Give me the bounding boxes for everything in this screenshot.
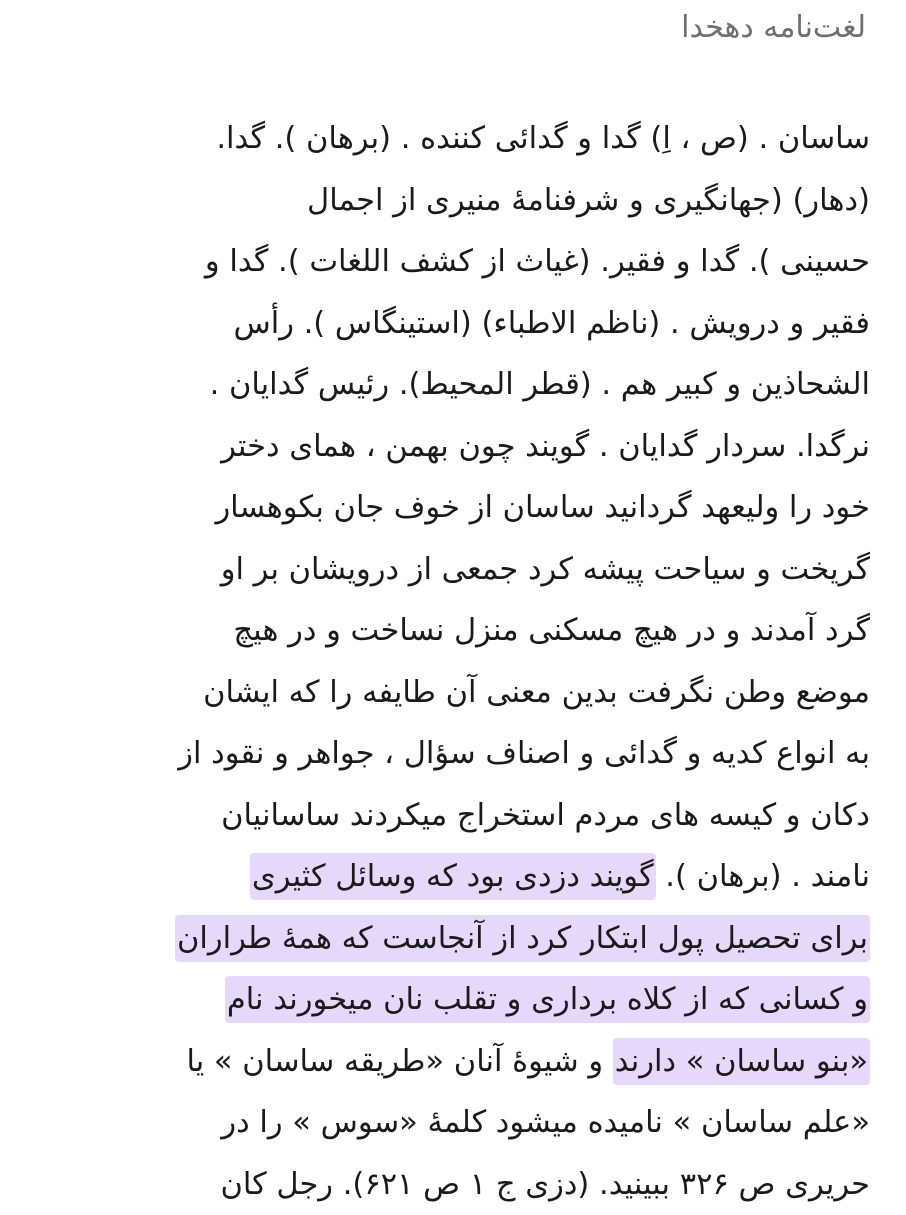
text-line [36,662,870,724]
text-line [36,477,870,539]
text-segment: موضع وطن نگرفت بدین معنی آن طایفه را که ایشان [203,675,870,710]
text-line [36,1092,870,1154]
text-line [36,1154,870,1215]
text-segment: حریری ص ۳۲۶ ببینید. (دزی ج ۱ ص ۶۲۱). رجل کان [220,1167,870,1202]
text-segment: (دهار) (جهانگیری و شرفنامهٔ منیری از اجمال [307,183,870,218]
text-segment: گریخت و سیاحت پیشه کرد جمعی از درویشان بر او [221,552,870,587]
highlighted-text: «بنو ساسان » دارند [613,1038,870,1085]
highlighted-text: برای تحصیل پول ابتکار کرد از آنجاست که همهٔ طراران [175,915,870,962]
text-segment: نرگدا. سردار گدایان . گویند چون بهمن ، همای دختر [221,429,870,464]
text-line [36,231,870,293]
text-line [36,846,870,908]
source-title: لغت‌نامه دهخدا [681,8,866,48]
text-line [36,108,870,170]
text-line [36,170,870,232]
text-line [36,354,870,416]
text-line [36,600,870,662]
text-segment: حسینی ). گدا و فقیر. (غیاث از کشف اللغات ). گدا و [205,244,870,279]
highlighted-text: و کسانی که از کلاه برداری و تقلب نان میخورند نام [225,976,870,1023]
text-segment: گرد آمدند و در هیچ مسکنی منزل نساخت و در هیچ [233,613,870,648]
highlighted-text: گویند دزدی بود که وسائل کثیری [250,853,656,900]
text-line [36,1031,870,1093]
text-segment: «علم ساسان » نامیده میشود کلمهٔ «سوس » را در [221,1105,870,1140]
text-line [36,908,870,970]
text-segment: نامند . (برهان ). [656,859,870,894]
text-line [36,539,870,601]
text-segment: خود را ولیعهد گردانید ساسان از خوف جان بکوهسار [215,490,870,525]
text-line [36,723,870,785]
text-line [36,416,870,478]
text-line [36,969,870,1031]
text-segment: و شیوهٔ آنان «طریقه ساسان » یا [186,1044,612,1079]
text-segment: دکان و کیسه های مردم استخراج میکردند ساسانیان [221,798,870,833]
text-segment: به انواع کدیه و گدائی و اصناف سؤال ، جواهر و نقود از [178,736,870,771]
dictionary-entry [36,108,870,1200]
text-segment: الشحاذین و کبیر هم . (قطر المحیط). رئیس گدایان . [210,367,870,402]
text-line [36,293,870,355]
text-segment: فقیر و درویش . (ناظم الاطباء) (استینگاس ). رأس [233,306,870,341]
text-segment: ساسان . (ص ، اِ) گدا و گدائی کننده . (برهان ). گدا. [216,121,870,156]
text-line [36,785,870,847]
